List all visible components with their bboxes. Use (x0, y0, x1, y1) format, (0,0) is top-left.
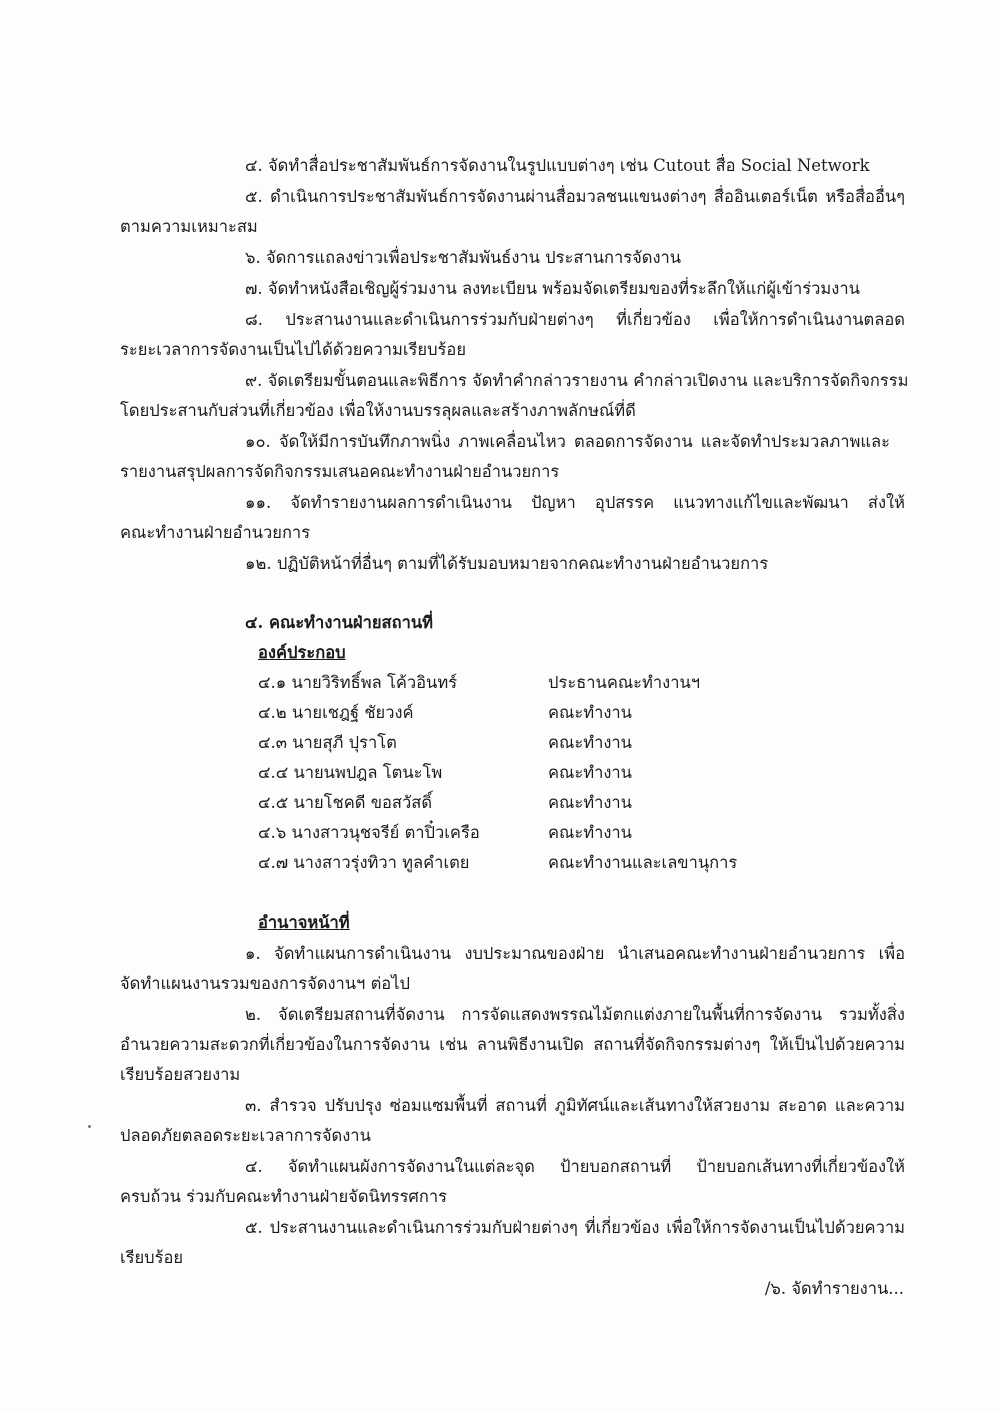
scan-speck (88, 1125, 91, 1128)
item-11-line-2: คณะทำงานฝ่ายอำนวยการ (120, 523, 311, 542)
section-4-heading: ๔. คณะทำงานฝ่ายสถานที่ (245, 613, 434, 632)
duty-5-line-1: ๕. ประสานงานและดำเนินการร่วมกับฝ่ายต่างๆ ที่เกี่ยวข้อง เพื่อให้การจัดงานเป็นไปด้วยความ (245, 1218, 905, 1237)
duty-2-line-2: อำนวยความสะดวกที่เกี่ยวข้องในการจัดงาน เช่น ลานพิธีงานเปิด สถานที่จัดกิจกรรมต่างๆ ให้เป็นไปด้วยความ (120, 1035, 905, 1054)
duty-1-line-2: จัดทำแผนงานรวมของการจัดงานฯ ต่อไป (120, 974, 410, 993)
item-7-line-1: ๗. จัดทำหนังสือเชิญผู้ร่วมงาน ลงทะเบียน พร้อมจัดเตรียมของที่ระลึกให้แก่ผู้เข้าร่วมงาน (245, 279, 860, 298)
item-5-line-2: ตามความเหมาะสม (120, 217, 258, 236)
member-2-name: ๔.๒ นายเชฎฐ์ ชัยวงค์ (258, 703, 414, 722)
item-9-line-2: โดยประสานกับส่วนที่เกี่ยวข้อง เพื่อให้งานบรรลุผลและสร้างภาพลักษณ์ที่ดี (120, 401, 636, 420)
duty-2-line-3: เรียบร้อยสวยงาม (120, 1065, 241, 1084)
member-2-role: คณะทำงาน (548, 703, 632, 722)
continuation-note: /๖. จัดทำรายงาน... (764, 1279, 904, 1298)
duty-4-line-1: ๔. จัดทำแผนผังการจัดงานในแต่ละจุด ป้ายบอกสถานที่ ป้ายบอกเส้นทางที่เกี่ยวข้องให้ (245, 1157, 905, 1176)
item-10-line-2: รายงานสรุปผลการจัดกิจกรรมเสนอคณะทำงานฝ่ายอำนวยการ (120, 462, 560, 481)
item-6-line-1: ๖. จัดการแถลงข่าวเพื่อประชาสัมพันธ์งาน ประสานการจัดงาน (245, 248, 682, 267)
member-6-name: ๔.๖ นางสาวนุชจรีย์ ตาปิ๋วเครือ (258, 823, 480, 842)
member-4-name: ๔.๔ นายนพปฎล โตนะโพ (258, 763, 443, 782)
member-1-name: ๔.๑ นายวิริทธิ์พล โค้วอินทร์ (258, 673, 458, 692)
item-8-line-2: ระยะเวลาการจัดงานเป็นไปได้ด้วยความเรียบร้อย (120, 340, 466, 359)
duty-1-line-1: ๑. จัดทำแผนการดำเนินงาน งบประมาณของฝ่าย นำเสนอคณะทำงานฝ่ายอำนวยการ เพื่อ (245, 944, 905, 963)
composition-heading: องค์ประกอบ (258, 643, 346, 662)
duty-3-line-1: ๓. สำรวจ ปรับปรุง ซ่อมแซมพื้นที่ สถานที่ ภูมิทัศน์และเส้นทางให้สวยงาม สะอาด และความ (245, 1096, 905, 1115)
item-5-line-1: ๕. ดำเนินการประชาสัมพันธ์การจัดงานผ่านสื่อมวลชนแขนงต่างๆ สื่ออินเตอร์เน็ต หรือสื่ออื่นๆ (245, 187, 905, 206)
duty-3-line-2: ปลอดภัยตลอดระยะเวลาการจัดงาน (120, 1126, 371, 1145)
item-10-line-1: ๑๐. จัดให้มีการบันทึกภาพนิ่ง ภาพเคลื่อนไหว ตลอดการจัดงาน และจัดทำประมวลภาพและ (245, 432, 890, 451)
duties-heading: อำนาจหน้าที่ (258, 913, 350, 932)
duty-5-line-2: เรียบร้อย (120, 1248, 184, 1267)
item-4-line-1: ๔. จัดทำสื่อประชาสัมพันธ์การจัดงานในรูปแบบต่างๆ เช่น Cutout สื่อ Social Network (245, 156, 870, 175)
member-5-name: ๔.๕ นายโชคดี ขอสวัสดิ์ (258, 793, 433, 812)
member-3-name: ๔.๓ นายสุภี ปุราโต (258, 733, 397, 752)
item-11-line-1: ๑๑. จัดทำรายงานผลการดำเนินงาน ปัญหา อุปสรรค แนวทางแก้ไขและพัฒนา ส่งให้ (245, 493, 905, 512)
duty-4-line-2: ครบถ้วน ร่วมกับคณะทำงานฝ่ายจัดนิทรรศการ (120, 1187, 448, 1206)
member-4-role: คณะทำงาน (548, 763, 632, 782)
member-6-role: คณะทำงาน (548, 823, 632, 842)
member-7-name: ๔.๗ นางสาวรุ่งทิวา ทูลคำเตย (258, 853, 470, 872)
member-3-role: คณะทำงาน (548, 733, 632, 752)
member-5-role: คณะทำงาน (548, 793, 632, 812)
duty-2-line-1: ๒. จัดเตรียมสถานที่จัดงาน การจัดแสดงพรรณไม้ตกแต่งภายในพื้นที่การจัดงาน รวมทั้งสิ่ง (245, 1005, 905, 1024)
member-7-role: คณะทำงานและเลขานุการ (548, 853, 738, 872)
item-12-line-1: ๑๒. ปฏิบัติหน้าที่อื่นๆ ตามที่ได้รับมอบหมายจากคณะทำงานฝ่ายอำนวยการ (245, 554, 769, 573)
member-1-role: ประธานคณะทำงานฯ (548, 673, 701, 692)
item-9-line-1: ๙. จัดเตรียมขั้นตอนและพิธีการ จัดทำคำกล่าวรายงาน คำกล่าวเปิดงาน และบริการจัดกิจกรรม (245, 371, 909, 390)
item-8-line-1: ๘. ประสานงานและดำเนินการร่วมกับฝ่ายต่างๆ ที่เกี่ยวข้อง เพื่อให้การดำเนินงานตลอด (245, 310, 905, 329)
